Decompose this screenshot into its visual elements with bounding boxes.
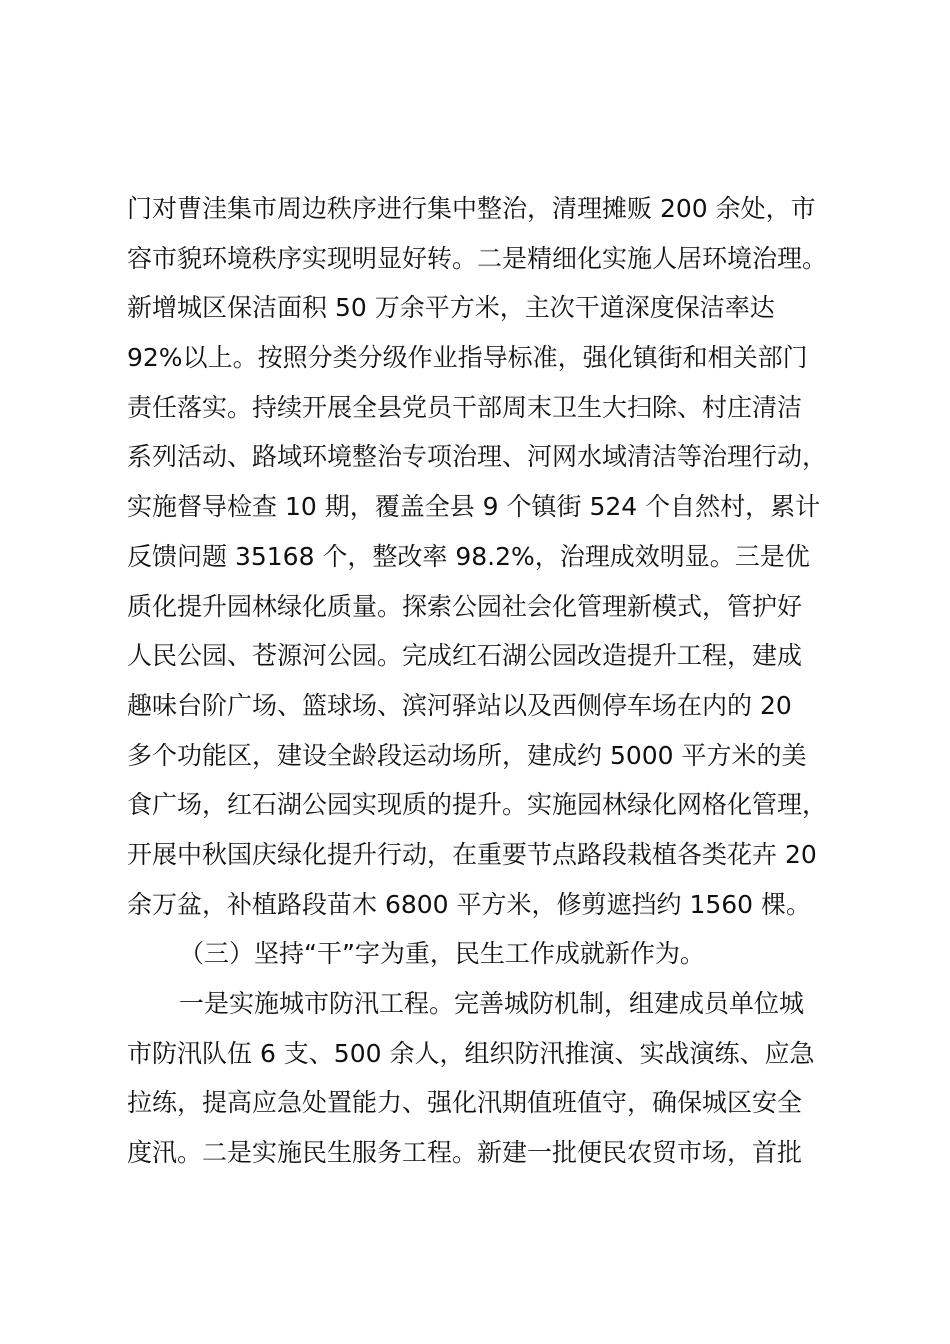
text-line: 容市貌环境秩序实现明显好转。二是精细化实施人居环境治理。 — [127, 243, 828, 273]
text-line: 新增城区保洁面积 50 万余平方米，主次干道深度保洁率达 — [127, 293, 775, 323]
text-line: 食广场，红石湖公园实现质的提升。实施园林绿化网格化管理， — [127, 790, 828, 820]
text-line: 质化提升园林绿化质量。探索公园社会化管理新模式，管护好 — [127, 591, 803, 621]
text-line: 一是实施城市防汛工程。完善城防机制，组建成员单位城 — [179, 989, 805, 1018]
text-line: 实施督导检查 10 期，覆盖全县 9 个镇街 524 个自然村，累计 — [127, 492, 821, 522]
text-line: 拉练，提高应急处置能力、强化汛期值班值守，确保城区安全 — [127, 1088, 803, 1118]
text-line: 人民公园、苍源河公园。完成红石湖公园改造提升工程，建成 — [127, 641, 803, 671]
text-line: 系列活动、路域环境整治专项治理、河网水域清洁等治理行动， — [127, 442, 828, 472]
text-line: 余万盆，补植路段苗木 6800 平方米，修剪遮挡约 1560 棵。 — [127, 889, 812, 919]
text-line: 门对曹洼集市周边秩序进行集中整治，清理摊贩 200 余处，市 — [127, 194, 816, 223]
text-line: 反馈问题 35168 个，整改率 98.2%，治理成效明显。三是优 — [127, 541, 810, 571]
text-line: 92%以上。按照分类分级作业指导标准，强化镇街和相关部门 — [127, 343, 808, 373]
body-text — [127, 184, 847, 1178]
text-line: 度汛。二是实施民生服务工程。新建一批便民农贸市场，首批 — [127, 1138, 803, 1168]
section-heading: （三）坚持“干”字为重，民生工作成就新作为。 — [179, 939, 705, 969]
text-line: 责任落实。持续开展全县党员干部周末卫生大扫除、村庄清洁 — [127, 392, 803, 422]
text-line: 多个功能区，建设全龄段运动场所，建成约 5000 平方米的美 — [127, 740, 807, 770]
text-line: 趣味台阶广场、篮球场、滨河驿站以及西侧停车场在内的 20 — [127, 690, 792, 720]
text-line: 开展中秋国庆绿化提升行动，在重要节点路段栽植各类花卉 20 — [127, 839, 817, 869]
text-line: 市防汛队伍 6 支、500 余人，组织防汛推演、实战演练、应急 — [127, 1038, 815, 1068]
